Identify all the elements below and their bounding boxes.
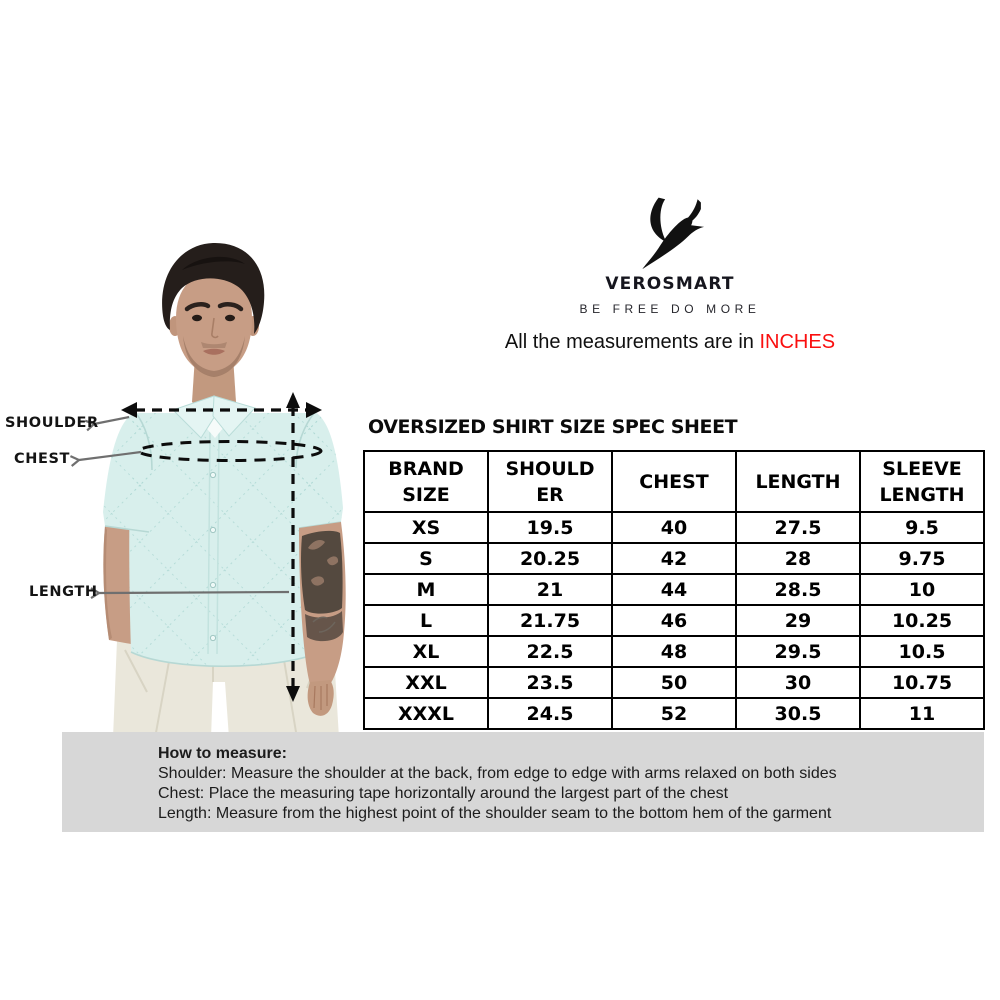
size-spec-table (363, 450, 985, 730)
col-header-sleeve-length: SLEEVE LENGTH (860, 451, 984, 512)
length-pointer-arrow (99, 592, 289, 593)
size-cell: S (364, 543, 488, 574)
shoulder-pointer-arrow (94, 417, 129, 424)
dove-logo-icon (628, 196, 712, 274)
length-label: LENGTH (29, 584, 98, 600)
shoulder-label: SHOULDER (5, 415, 99, 431)
size-chart-title: OVERSIZED SHIRT SIZE SPEC SHEET (368, 416, 738, 438)
table-row (364, 667, 984, 698)
brand-tagline: BE FREE DO MORE (579, 302, 761, 316)
size-cell: XXXL (364, 698, 488, 729)
table-row (364, 636, 984, 667)
size-cell: 30.5 (736, 698, 860, 729)
size-cell: 28.5 (736, 574, 860, 605)
col-header-chest: CHEST (612, 451, 736, 512)
size-cell: XS (364, 512, 488, 543)
size-cell: 10.5 (860, 636, 984, 667)
size-cell: 11 (860, 698, 984, 729)
size-cell: 29.5 (736, 636, 860, 667)
size-cell: 20.25 (488, 543, 612, 574)
table-row (364, 543, 984, 574)
how-to-measure-heading: How to measure: (158, 745, 287, 762)
size-cell: 9.75 (860, 543, 984, 574)
brand-block (490, 196, 850, 354)
size-cell: 23.5 (488, 667, 612, 698)
size-cell: 22.5 (488, 636, 612, 667)
measurement-unit-note (490, 331, 850, 354)
col-header-length: LENGTH (736, 451, 860, 512)
size-cell: 28 (736, 543, 860, 574)
table-row (364, 574, 984, 605)
size-cell: XXL (364, 667, 488, 698)
size-cell: 42 (612, 543, 736, 574)
size-cell: 48 (612, 636, 736, 667)
size-cell: 44 (612, 574, 736, 605)
model-photo (55, 230, 355, 740)
size-cell: L (364, 605, 488, 636)
size-cell: 46 (612, 605, 736, 636)
how-to-measure-box (62, 732, 984, 832)
size-cell: XL (364, 636, 488, 667)
table-row (364, 512, 984, 543)
size-cell: 30 (736, 667, 860, 698)
table-row (364, 605, 984, 636)
size-cell: 19.5 (488, 512, 612, 543)
size-cell: 21.75 (488, 605, 612, 636)
size-cell: 9.5 (860, 512, 984, 543)
brand-name: VEROSMART (605, 274, 735, 294)
size-cell: 29 (736, 605, 860, 636)
head (162, 243, 264, 377)
size-cell: 40 (612, 512, 736, 543)
table-header-row (364, 451, 984, 512)
size-cell: 10 (860, 574, 984, 605)
table-row (364, 698, 984, 729)
how-to-measure-line: Length: Measure from the highest point of the shoulder seam to the bottom hem of the garment (158, 805, 832, 822)
size-cell: 50 (612, 667, 736, 698)
size-cell: 52 (612, 698, 736, 729)
size-cell: 21 (488, 574, 612, 605)
size-cell: M (364, 574, 488, 605)
col-header-shoulder: SHOULDER (488, 451, 612, 512)
size-cell: 27.5 (736, 512, 860, 543)
how-to-measure-line: Chest: Place the measuring tape horizontally around the largest part of the chest (158, 785, 729, 802)
size-cell: 10.25 (860, 605, 984, 636)
col-header-brand-size: BRAND SIZE (364, 451, 488, 512)
size-cell: 10.75 (860, 667, 984, 698)
chest-label: CHEST (14, 451, 71, 467)
how-to-measure-line: Shoulder: Measure the shoulder at the back, from edge to edge with arms relaxed on both sides (158, 765, 837, 782)
size-cell: 24.5 (488, 698, 612, 729)
measurement-note-text: All the measurements are in (504, 331, 760, 353)
measurement-unit-highlight: INCHES (759, 331, 836, 353)
